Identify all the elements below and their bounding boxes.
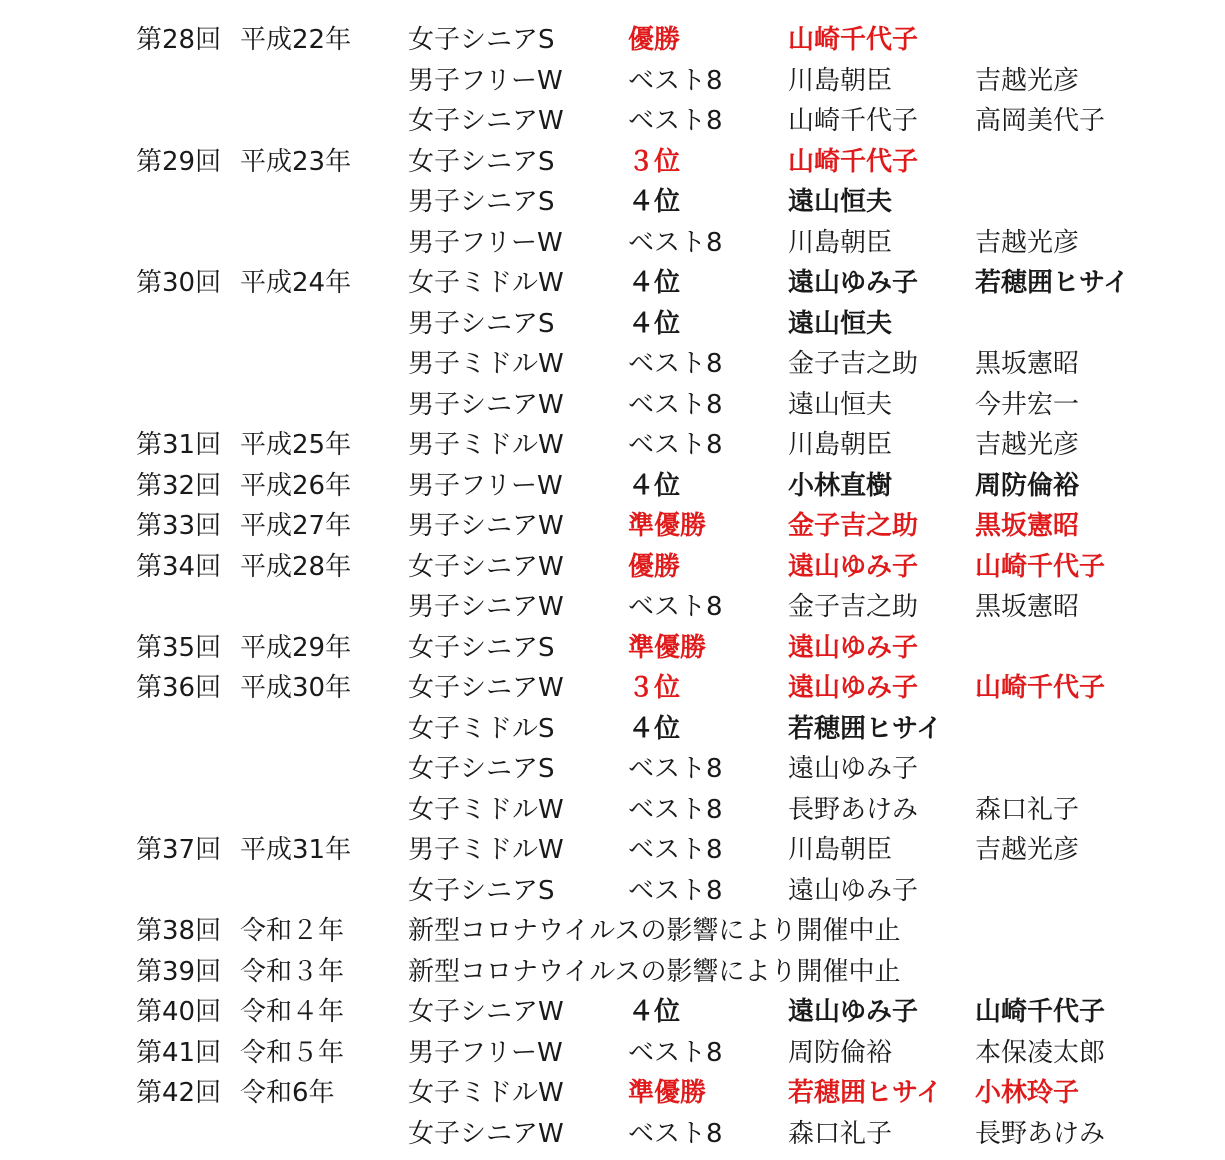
player2-cell: 本保凌太郎 xyxy=(975,1037,1106,1068)
player1-cell: 川島朝臣 xyxy=(788,227,893,258)
event-cell: 女子シニアW xyxy=(408,1118,564,1149)
player1-cell: 川島朝臣 xyxy=(788,65,893,96)
player1-cell: 周防倫裕 xyxy=(788,1037,893,1068)
year-cell: 平成29年 xyxy=(240,632,352,663)
edition-cell: 第37回 xyxy=(136,835,222,865)
player2-cell: 森口礼子 xyxy=(975,794,1080,825)
player1-cell: 小林直樹 xyxy=(788,470,893,501)
player1-cell: 遠山恒夫 xyxy=(788,308,893,339)
year-cell: 令和５年 xyxy=(240,1037,345,1068)
edition-cell: 第29回 xyxy=(136,146,222,177)
result-cell: ３位 xyxy=(628,673,681,703)
result-row xyxy=(0,466,1225,507)
result-row xyxy=(0,20,1225,61)
result-cell: ベスト8 xyxy=(628,754,723,784)
event-cell: 女子ミドルS xyxy=(408,713,555,744)
player1-cell: 山崎千代子 xyxy=(788,146,919,177)
result-cell: 優勝 xyxy=(628,551,681,582)
edition-cell: 第40回 xyxy=(136,997,222,1027)
year-cell: 平成22年 xyxy=(240,25,352,55)
player1-cell: 森口礼子 xyxy=(788,1118,893,1149)
result-row xyxy=(0,628,1225,669)
year-cell: 令和２年 xyxy=(240,916,345,946)
event-cell: 男子フリーW xyxy=(408,1037,563,1068)
player2-cell: 吉越光彦 xyxy=(975,65,1080,96)
result-cell: ４位 xyxy=(628,187,681,217)
result-cell: ベスト8 xyxy=(628,349,723,379)
player2-cell: 吉越光彦 xyxy=(975,430,1080,460)
event-cell: 男子フリーW xyxy=(408,227,563,258)
year-cell: 令和４年 xyxy=(240,997,345,1027)
result-cell: 準優勝 xyxy=(628,511,707,541)
result-cell: 準優勝 xyxy=(628,632,707,663)
event-cell: 女子シニアS xyxy=(408,875,555,906)
player2-cell: 黒坂憲昭 xyxy=(975,592,1080,622)
result-row xyxy=(0,668,1225,709)
player1-cell: 遠山ゆみ子 xyxy=(788,875,919,906)
year-cell: 平成31年 xyxy=(240,835,352,865)
result-row xyxy=(0,142,1225,183)
player2-cell: 黒坂憲昭 xyxy=(975,349,1080,379)
event-cell: 女子シニアW xyxy=(408,106,564,136)
result-row xyxy=(0,1114,1225,1155)
player2-cell: 吉越光彦 xyxy=(975,835,1080,865)
year-cell: 平成24年 xyxy=(240,268,352,298)
edition-cell: 第41回 xyxy=(136,1037,222,1068)
result-row xyxy=(0,790,1225,831)
player1-cell: 金子吉之助 xyxy=(788,349,919,379)
player2-cell: 周防倫裕 xyxy=(975,470,1080,501)
player2-cell: 若穂囲ヒサイ xyxy=(975,268,1130,298)
result-row xyxy=(0,1073,1225,1114)
result-cell: ４位 xyxy=(628,268,681,298)
event-cell: 女子シニアS xyxy=(408,632,555,663)
player1-cell: 若穂囲ヒサイ xyxy=(788,1078,943,1108)
event-cell: 男子ミドルW xyxy=(408,835,564,865)
result-row xyxy=(0,101,1225,142)
result-row xyxy=(0,1033,1225,1074)
player1-cell: 遠山ゆみ子 xyxy=(788,997,919,1027)
event-cell: 女子シニアS xyxy=(408,25,555,55)
edition-cell: 第34回 xyxy=(136,551,222,582)
result-row xyxy=(0,871,1225,912)
event-cell: 女子シニアW xyxy=(408,997,564,1027)
player2-cell: 山崎千代子 xyxy=(975,551,1106,582)
player1-cell: 山崎千代子 xyxy=(788,25,919,55)
player1-cell: 長野あけみ xyxy=(788,794,919,825)
result-cell: ベスト8 xyxy=(628,389,723,420)
player2-cell: 吉越光彦 xyxy=(975,227,1080,258)
event-cell: 男子フリーW xyxy=(408,65,563,96)
edition-cell: 第38回 xyxy=(136,916,222,946)
result-cell: ベスト8 xyxy=(628,1118,723,1149)
event-cell: 女子シニアS xyxy=(408,146,555,177)
edition-cell: 第31回 xyxy=(136,430,222,460)
event-cell: 男子シニアS xyxy=(408,187,555,217)
result-cell: 準優勝 xyxy=(628,1078,707,1108)
player1-cell: 遠山恒夫 xyxy=(788,389,893,420)
player1-cell: 遠山ゆみ子 xyxy=(788,754,919,784)
result-cell: ４位 xyxy=(628,713,681,744)
edition-cell: 第36回 xyxy=(136,673,222,703)
result-cell: ベスト8 xyxy=(628,1037,723,1068)
result-row xyxy=(0,304,1225,345)
result-row xyxy=(0,425,1225,466)
result-row xyxy=(0,547,1225,588)
edition-cell: 第33回 xyxy=(136,511,222,541)
player1-cell: 若穂囲ヒサイ xyxy=(788,713,943,744)
player2-cell: 山崎千代子 xyxy=(975,673,1106,703)
edition-cell: 第42回 xyxy=(136,1078,222,1108)
event-cell: 女子ミドルW xyxy=(408,794,564,825)
result-row xyxy=(0,385,1225,426)
edition-cell: 第28回 xyxy=(136,25,222,55)
event-cell: 女子ミドルW xyxy=(408,1078,564,1108)
year-cell: 平成25年 xyxy=(240,430,352,460)
year-cell: 令和6年 xyxy=(240,1078,335,1108)
cancellation-note: 新型コロナウイルスの影響により開催中止 xyxy=(408,916,901,946)
year-cell: 平成23年 xyxy=(240,146,352,177)
player1-cell: 金子吉之助 xyxy=(788,592,919,622)
result-row xyxy=(0,830,1225,871)
result-cell: ベスト8 xyxy=(628,875,723,906)
event-cell: 男子シニアW xyxy=(408,592,564,622)
edition-cell: 第30回 xyxy=(136,268,222,298)
year-cell: 平成27年 xyxy=(240,511,352,541)
event-cell: 男子ミドルW xyxy=(408,430,564,460)
event-cell: 女子シニアS xyxy=(408,754,555,784)
result-cell: ベスト8 xyxy=(628,106,723,136)
year-cell: 平成28年 xyxy=(240,551,352,582)
player2-cell: 高岡美代子 xyxy=(975,106,1106,136)
result-cell: ベスト8 xyxy=(628,592,723,622)
result-row xyxy=(0,61,1225,102)
event-cell: 女子シニアW xyxy=(408,551,564,582)
edition-cell: 第35回 xyxy=(136,632,222,663)
player1-cell: 川島朝臣 xyxy=(788,430,893,460)
result-row xyxy=(0,223,1225,264)
year-cell: 平成26年 xyxy=(240,470,352,501)
player1-cell: 遠山ゆみ子 xyxy=(788,632,919,663)
result-cell: ベスト8 xyxy=(628,835,723,865)
result-cell: ３位 xyxy=(628,146,681,177)
result-row xyxy=(0,587,1225,628)
player1-cell: 遠山ゆみ子 xyxy=(788,551,919,582)
player2-cell: 今井宏一 xyxy=(975,389,1080,420)
player1-cell: 遠山ゆみ子 xyxy=(788,268,919,298)
result-cell: 優勝 xyxy=(628,25,681,55)
result-cell: ４位 xyxy=(628,308,681,339)
result-row xyxy=(0,344,1225,385)
event-cell: 男子シニアW xyxy=(408,389,564,420)
player1-cell: 山崎千代子 xyxy=(788,106,919,136)
result-cell: ベスト8 xyxy=(628,430,723,460)
event-cell: 男子シニアS xyxy=(408,308,555,339)
year-cell: 平成30年 xyxy=(240,673,352,703)
edition-cell: 第32回 xyxy=(136,470,222,501)
event-cell: 女子シニアW xyxy=(408,673,564,703)
event-cell: 女子ミドルW xyxy=(408,268,564,298)
result-cell: ベスト8 xyxy=(628,65,723,96)
event-cell: 男子シニアW xyxy=(408,511,564,541)
result-row xyxy=(0,992,1225,1033)
result-cell: ４位 xyxy=(628,997,681,1027)
player1-cell: 金子吉之助 xyxy=(788,511,919,541)
result-row xyxy=(0,952,1225,993)
player2-cell: 山崎千代子 xyxy=(975,997,1106,1027)
result-row xyxy=(0,506,1225,547)
result-row xyxy=(0,749,1225,790)
result-cell: ベスト8 xyxy=(628,227,723,258)
result-cell: ４位 xyxy=(628,470,681,501)
player1-cell: 遠山ゆみ子 xyxy=(788,673,919,703)
player1-cell: 遠山恒夫 xyxy=(788,187,893,217)
results-table xyxy=(0,20,1225,1154)
player2-cell: 長野あけみ xyxy=(975,1118,1106,1149)
event-cell: 男子フリーW xyxy=(408,470,563,501)
result-cell: ベスト8 xyxy=(628,794,723,825)
result-row xyxy=(0,709,1225,750)
cancellation-note: 新型コロナウイルスの影響により開催中止 xyxy=(408,956,901,987)
year-cell: 令和３年 xyxy=(240,956,345,987)
player2-cell: 黒坂憲昭 xyxy=(975,511,1080,541)
player2-cell: 小林玲子 xyxy=(975,1078,1080,1108)
event-cell: 男子ミドルW xyxy=(408,349,564,379)
result-row xyxy=(0,263,1225,304)
player1-cell: 川島朝臣 xyxy=(788,835,893,865)
result-row xyxy=(0,182,1225,223)
edition-cell: 第39回 xyxy=(136,956,222,987)
result-row xyxy=(0,911,1225,952)
